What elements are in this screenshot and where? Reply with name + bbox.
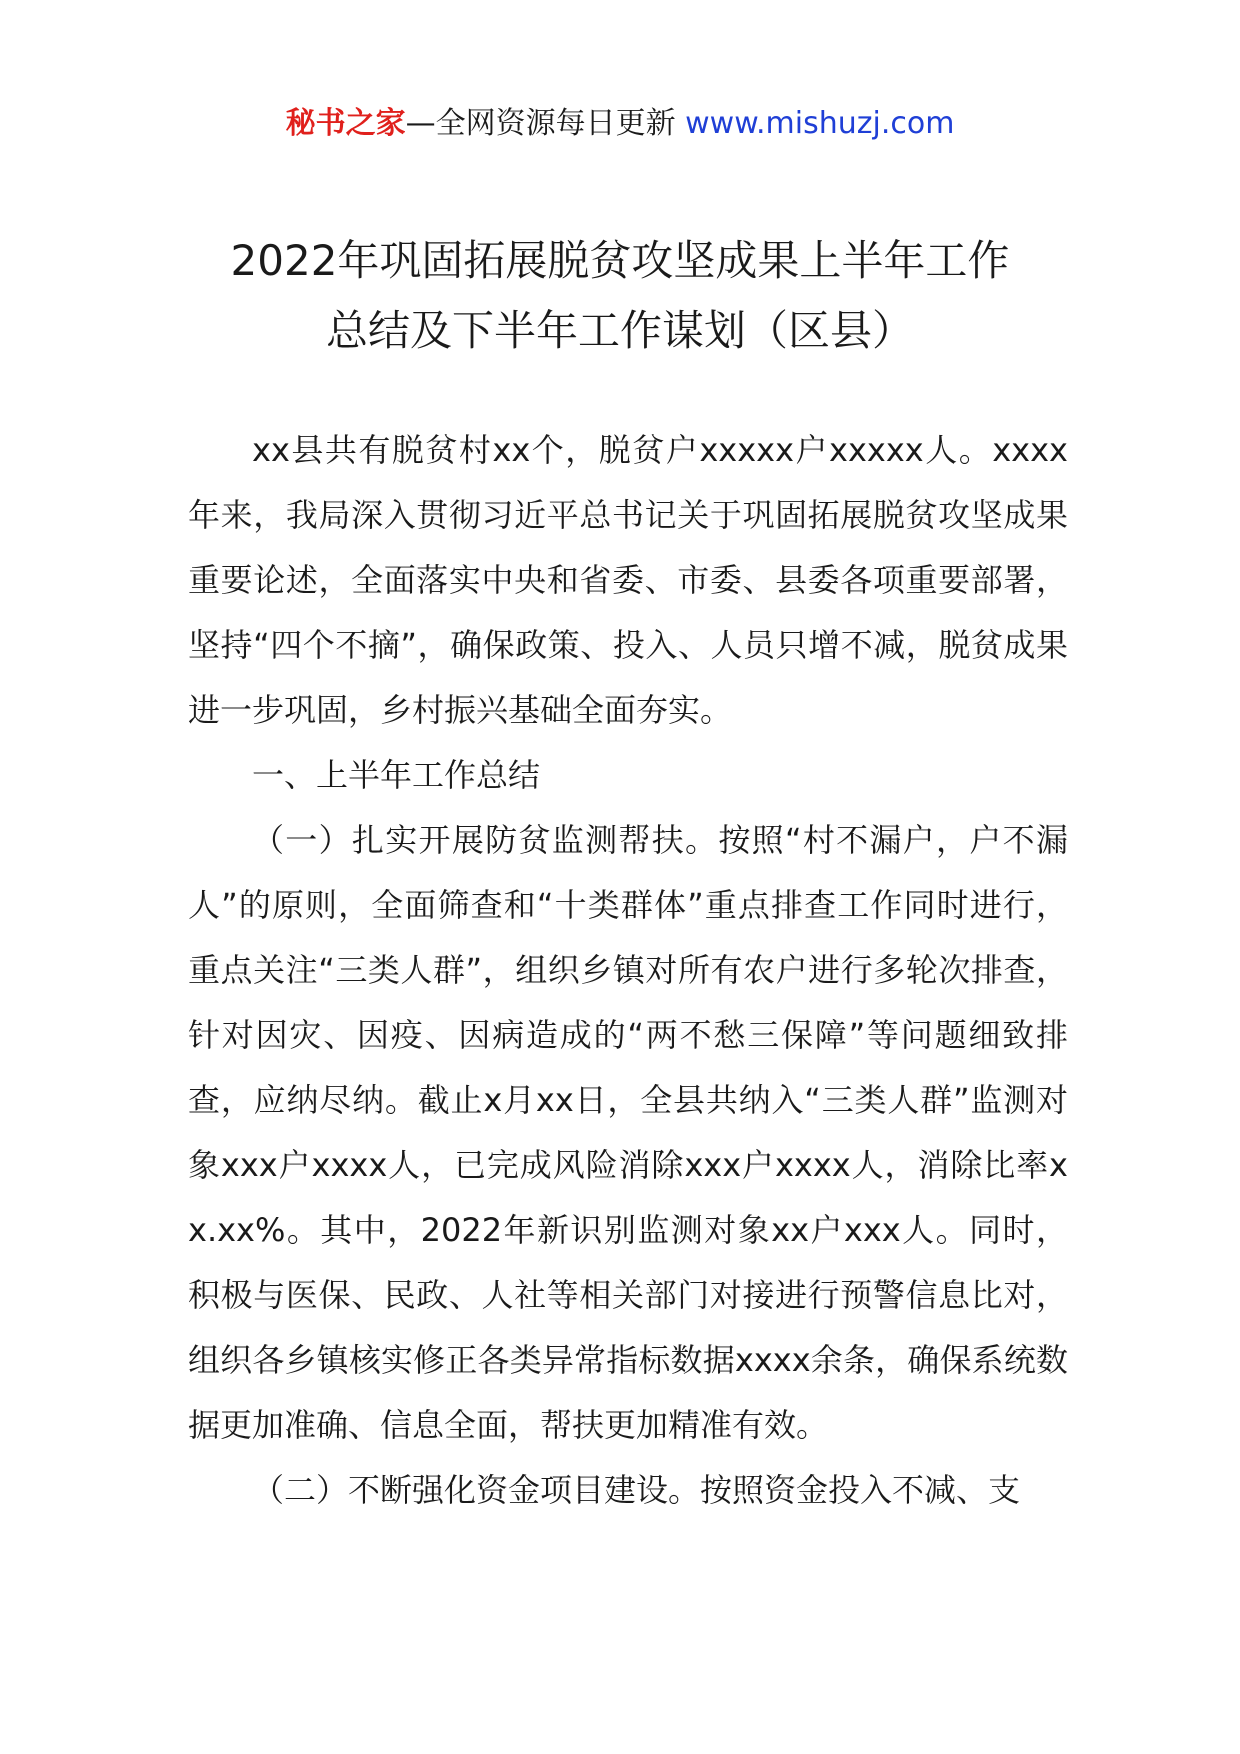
intro-paragraph: xx县共有脱贫村xx个，脱贫户xxxxx户xxxxx人。xxxx年来，我局深入贯彻习近平总书记关于巩固拓展脱贫攻坚成果重要论述，全面落实中央和省委、市委、县委各项重要部署，坚持“四个不摘”，确保政策、投入、人员只增不减，脱贫成果进一步巩固，乡村振兴基础全面夯实。 <box>188 431 1068 729</box>
document-title <box>0 226 1240 366</box>
header-tagline: —全网资源每日更新 <box>405 106 676 141</box>
title-line-1: 2022年巩固拓展脱贫攻坚成果上半年工作 <box>230 236 1010 285</box>
brand-name: 秘书之家 <box>285 106 406 141</box>
site-header <box>0 102 1240 146</box>
item-paragraph-1: （一）扎实开展防贫监测帮扶。按照“村不漏户，户不漏人”的原则，全面筛查和“十类群体”重点排查工作同时进行，重点关注“三类人群”，组织乡镇对所有农户进行多轮次排查，针对因灾、因疫、因病造成的“两不愁三保障”等问题细致排查，应纳尽纳。截止x月xx日，全县共纳入“三类人群”监测对象xxx户xxxx人，已完成风险消除xxx户xxxx人，消除比率xx.xx%。其中，2022年新识别监测对象xx户xxx人。同时，积极与医保、民政、人社等相关部门对接进行预警信息比对，组织各乡镇核实修正各类异常指标数据xxxx余条，确保系统数据更加准确、信息全面，帮扶更加精准有效。 <box>188 821 1068 1444</box>
section-heading-1: 一、上半年工作总结 <box>252 756 541 794</box>
item-paragraph-2: （二）不断强化资金项目建设。按照资金投入不减、支 <box>252 1471 1021 1509</box>
site-url-link[interactable]: www.mishuzj.com <box>685 106 955 141</box>
title-line-2: 总结及下半年工作谋划（区县） <box>325 306 914 355</box>
document-body <box>188 418 1068 1523</box>
